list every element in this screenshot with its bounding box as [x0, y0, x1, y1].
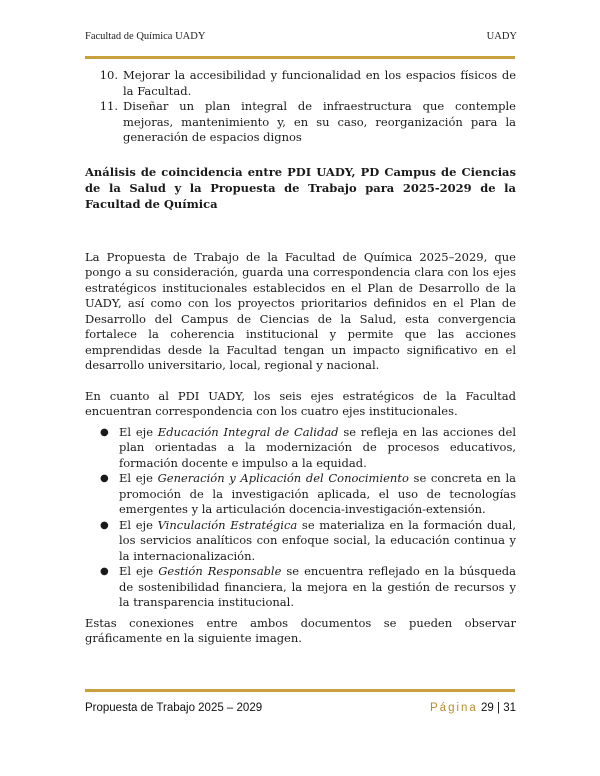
- page-current: 29: [481, 702, 494, 714]
- bullet-text: El eje: [119, 424, 158, 439]
- list-item: [85, 68, 516, 99]
- paragraph: En cuanto al PDI UADY, los seis ejes estratégicos de la Facultad encuentran correspondencia con los cuatro ejes institucionales.: [85, 388, 516, 418]
- bullet-icon: ●: [100, 566, 109, 577]
- axis-name: Vinculación Estratégica: [157, 517, 298, 532]
- section-heading: Análisis de coincidencia entre PDI UADY, PD Campus de Ciencias de la Salud y la Propuesta de Trabajo para 2025-2029 de la Facultad de Química: [85, 164, 516, 211]
- list-number: 11.: [99, 99, 118, 113]
- footer-title: Propuesta de Trabajo 2025 – 2029: [85, 702, 263, 714]
- page-total: 31: [503, 702, 516, 714]
- page-footer: [85, 702, 516, 714]
- bullet-text: El eje: [119, 517, 158, 532]
- page-header: [85, 31, 517, 42]
- list-item: [85, 425, 516, 472]
- list-item: [85, 99, 516, 146]
- numbered-list: [85, 68, 516, 146]
- page-label: Página: [430, 702, 478, 714]
- bullet-text: se refleja en las acciones del plan orientadas a la modernización de procesos educativos, formación docente e impulso a la equidad.: [119, 424, 517, 470]
- bullet-icon: ●: [100, 519, 109, 531]
- list-number: 10.: [99, 68, 118, 82]
- bullet-icon: ●: [100, 473, 109, 484]
- list-text: Diseñar un plan integral de infraestructura que contemple mejoras, mantenimiento y, en su caso, reorganización para la generación de espacios dignos: [123, 99, 516, 144]
- paragraph: La Propuesta de Trabajo de la Facultad de Química 2025–2029, que pongo a su consideración, guarda una correspondencia clara con los ejes estratégicos institucionales establecidos en el Plan de Desarrollo de la UADY, así como con los proyectos prioritarios definidos en el Plan de Desarrollo del Campus de Ciencias de la Salud, esta convergencia fortalece la coherencia institucional y permite que las acciones emprendidas desde la Facultad tengan un impacto significativo en el desarrollo universitario, local, regional y nacional.: [85, 249, 516, 372]
- bullet-text: El eje: [119, 564, 159, 578]
- bullet-text: El eje: [119, 471, 158, 485]
- bullet-text: se concreta en la promoción de la investigación aplicada, el uso de tecnologías emergentes y la articulación docencia-investigación-extensión.: [119, 471, 517, 516]
- list-item: [85, 471, 516, 518]
- axis-name: Generación y Aplicación del Conocimiento: [157, 471, 409, 485]
- header-right: UADY: [486, 31, 517, 42]
- list-item: [85, 518, 516, 565]
- bullet-icon: ●: [100, 426, 109, 438]
- axis-name: Gestión Responsable: [158, 564, 282, 578]
- header-left: Facultad de Química UADY: [85, 31, 206, 42]
- page-body: [85, 68, 516, 647]
- bullet-text: se materializa en la formación dual, los servicios analíticos con enfoque social, la educación continua y la internacionalización.: [119, 517, 516, 563]
- footer-rule: [85, 689, 515, 692]
- paragraph: Estas conexiones entre ambos documentos se pueden observar gráficamente en la siguiente imagen.: [85, 615, 516, 645]
- header-rule: [85, 56, 515, 59]
- list-item: [85, 564, 516, 611]
- page-number: Página 29 | 31: [430, 702, 516, 714]
- bullet-text: se encuentra reflejado en la búsqueda de sostenibilidad financiera, la mejora en la gestión de recursos y la transparencia institucional.: [119, 564, 517, 609]
- list-text: Mejorar la accesibilidad y funcionalidad en los espacios físicos de la Facultad.: [123, 68, 516, 98]
- axis-name: Educación Integral de Calidad: [157, 424, 339, 439]
- bullet-list: [85, 425, 516, 611]
